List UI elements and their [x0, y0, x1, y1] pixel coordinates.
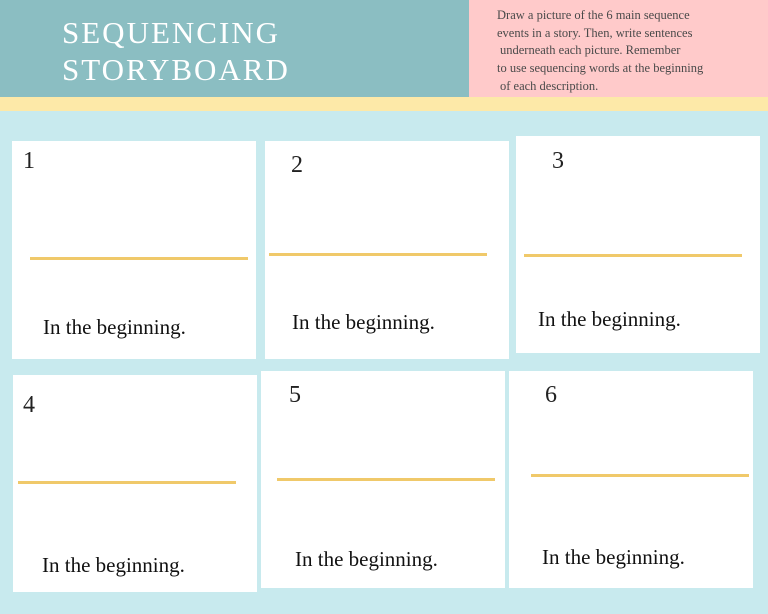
instruction-line-4: to use sequencing words at the beginning	[497, 61, 704, 75]
page-title-line-2: STORYBOARD	[62, 52, 290, 87]
instruction-line-3: underneath each picture. Remember	[500, 43, 681, 57]
card-number: 6	[545, 382, 557, 408]
card-number: 4	[23, 392, 35, 418]
instruction-line-1: Draw a picture of the 6 main sequence	[497, 8, 690, 22]
card-description[interactable]: In the beginning.	[43, 315, 186, 339]
storyboard-card-4[interactable]	[13, 375, 257, 592]
card-description[interactable]: In the beginning.	[538, 307, 681, 331]
storyboard-card-6[interactable]	[509, 371, 753, 588]
writing-line	[269, 253, 487, 256]
storyboard-card-5[interactable]	[261, 371, 505, 588]
writing-line	[30, 257, 248, 260]
writing-line	[277, 478, 495, 481]
card-number: 1	[23, 148, 35, 174]
card-number: 3	[552, 148, 564, 174]
instructions-panel	[469, 0, 768, 97]
storyboard-card-1[interactable]	[12, 141, 256, 359]
card-description[interactable]: In the beginning.	[292, 310, 435, 334]
card-description[interactable]: In the beginning.	[542, 545, 685, 569]
writing-line	[524, 254, 742, 257]
instruction-line-2: events in a story. Then, write sentences	[497, 26, 693, 40]
card-number: 5	[289, 382, 301, 408]
card-number: 2	[291, 152, 303, 178]
storyboard-card-3[interactable]	[516, 136, 760, 353]
storyboard-card-2[interactable]	[265, 141, 509, 359]
instruction-line-5: of each description.	[500, 79, 599, 93]
card-description[interactable]: In the beginning.	[42, 553, 185, 577]
card-description[interactable]: In the beginning.	[295, 547, 438, 571]
divider-stripe	[0, 97, 768, 111]
title-banner	[0, 0, 469, 97]
page-title-line-1: SEQUENCING	[62, 15, 281, 50]
writing-line	[531, 474, 749, 477]
writing-line	[18, 481, 236, 484]
